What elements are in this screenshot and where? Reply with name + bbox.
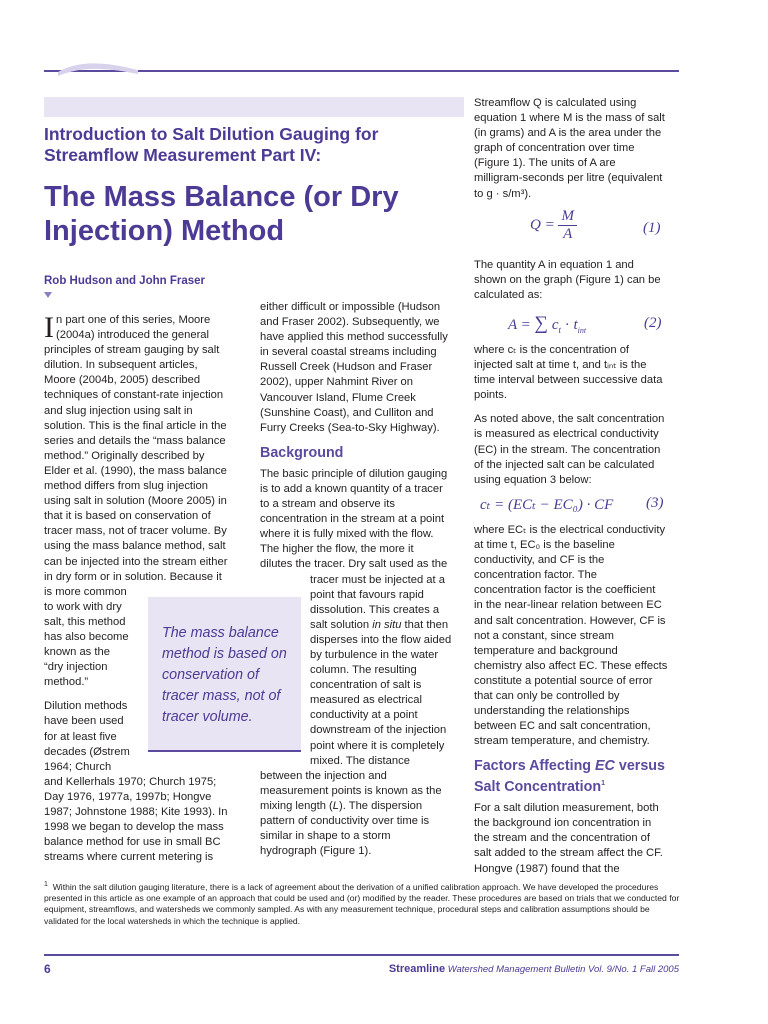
text-line: between the injection and (260, 769, 387, 782)
text-line: (Sunshine Coast), and Culliton and (260, 406, 434, 419)
text-line: 1998 we began to develop the mass (44, 821, 224, 834)
text-line: principles of stream gauging by salt (44, 344, 220, 357)
column-2 (260, 300, 465, 868)
text-line: calculated as: (474, 289, 543, 302)
eq1-lhs: Q = (530, 217, 555, 233)
text-line: 1964; Church (44, 760, 112, 773)
text-line: measured as electrical (310, 694, 422, 707)
heading-segment: Salt Concentration (474, 779, 602, 796)
quantity-paragraph (474, 258, 686, 303)
running-footer (389, 963, 679, 975)
text-line: temperature and background (474, 644, 618, 657)
publication-name: Streamline (388, 963, 446, 975)
text-line: understanding the relationships (474, 705, 630, 718)
eq1-numerator: M (558, 208, 577, 226)
text-line: injected salt at time t, and tᵢₙₜ is the (474, 359, 647, 372)
text-line: method.” Originally described by (44, 449, 205, 462)
text-line: Elder et al. (1990), the mass balance (44, 464, 227, 477)
text-line: time interval between successive data (474, 374, 663, 387)
eq2-subscript: int (577, 326, 587, 335)
text-line: constitute a potential source of error (474, 674, 653, 687)
quote-line: on conservation of (162, 646, 287, 683)
text-line: concentration of salt is (310, 679, 422, 692)
eq3-expression: cₜ = (ECₜ − EC₀) · CF (480, 497, 614, 513)
heading-segment: EC (595, 758, 615, 775)
text-line: chemistry also affect EC. These effects (474, 659, 668, 672)
text-segment: salt solution (310, 618, 370, 631)
title-line: (or Dry Injection) Method (44, 181, 399, 247)
text-line: that it is based on conservation of (44, 510, 211, 523)
equation-2 (508, 313, 690, 337)
text-line: point where it is completely (310, 739, 445, 752)
text-line: The basic principle of dilution gauging (260, 467, 448, 480)
drop-cap: I (44, 311, 54, 344)
text-line (310, 618, 465, 633)
text-segment: that then (404, 618, 449, 631)
text-line: dilution. In subsequent articles, (44, 359, 198, 372)
article-title (44, 180, 464, 248)
text-line: streams where current metering is (44, 851, 214, 864)
text-line: conductivity at a point (310, 709, 418, 722)
text-line: Hongve (1987) found that the (474, 862, 620, 875)
text-line: is measured as electrical conductivity (474, 428, 659, 441)
text-line: Russell Creek (Hudson and Fraser (260, 361, 433, 374)
text-line: The quantity A in equation 1 and (474, 259, 634, 271)
text-line: between EC and salt concentration, (474, 720, 651, 733)
title-line: The Mass Balance (44, 181, 296, 213)
title-band (44, 97, 464, 117)
text-segment: ). The dispersion (339, 799, 423, 812)
background-heading: Background (260, 444, 344, 461)
eq1-number: (1) (643, 220, 661, 236)
text-line: tracer must be injected at a (310, 573, 445, 586)
text-line: the background ion concentration in (474, 817, 652, 830)
text-line: (EC) in the stream. The concentration (474, 443, 661, 456)
text-line: equation 1 where M is the mass of salt (474, 112, 665, 125)
text-line: The higher the flow, the more it (260, 543, 414, 556)
series-kicker (44, 124, 464, 166)
text-line: salt added to the stream affect the CF. (474, 847, 663, 860)
eq2-term: t (573, 317, 578, 333)
quote-line: The mass balance (162, 625, 279, 641)
heading-segment: Factors Affecting (474, 758, 596, 775)
text-line: Streamflow Q is calculated using (474, 97, 637, 109)
text-line: that can only be controlled by (474, 690, 620, 703)
eq2-lhs: A = (508, 317, 531, 333)
eq1-denominator: A (563, 226, 573, 242)
triangle-marker-icon (44, 292, 52, 298)
eq1-fraction (558, 208, 577, 243)
text-line: graph of concentration over time (474, 142, 635, 155)
text-line: the stream and the concentration of (474, 832, 651, 845)
text-line: mixed. The distance (310, 754, 410, 767)
footnote-marker: 1 (44, 881, 48, 888)
eq2-subscript: t (558, 325, 561, 335)
factors-paragraph (474, 801, 686, 876)
eq3-number: (3) (646, 495, 664, 511)
text-line: balance method for use in small BC (44, 836, 221, 849)
text-segment: L (332, 799, 339, 812)
text-line: to g · s/m³). (474, 187, 532, 200)
text-line: “dry injection (44, 661, 108, 674)
text-line: using the mass balance method, salt (44, 540, 226, 553)
text-line: milligram-seconds per litre (equivalent (474, 172, 663, 185)
text-line: is to add a known quantity of a tracer (260, 482, 443, 495)
text-line: at time t, EC₀ is the baseline (474, 539, 615, 552)
authors: Rob Hudson and John Fraser (44, 275, 206, 287)
eq2-number: (2) (644, 315, 662, 331)
text-line: dilutes the tracer. Dry salt used as the (260, 558, 448, 571)
text-line: where cₜ is the concentration of (474, 344, 630, 356)
indented-block (260, 573, 465, 769)
text-line: shown on the graph (Figure 1) can be (474, 274, 661, 287)
text-line: method.” (44, 676, 89, 689)
text-line: column. The resulting (310, 664, 417, 677)
text-line: similar in shape to a storm (260, 830, 391, 843)
quote-line: method is based (162, 646, 267, 662)
eq2-dot: · (564, 317, 570, 333)
conductivity-paragraph (474, 412, 686, 487)
eq2-sum-sign: ∑ (534, 313, 549, 334)
text-line: concentration factor is the coefficient (474, 584, 656, 597)
text-line: in dry form or in solution. Because it (44, 570, 222, 583)
text-line: known as the (44, 646, 110, 659)
where-ct-paragraph (474, 343, 686, 403)
kicker-line: Introduction to Salt Dilution Gauging (44, 124, 351, 144)
footnote (44, 879, 686, 927)
text-line: concentration factor. The (474, 569, 597, 582)
text-line: Dilution methods (44, 700, 128, 713)
text-line: hydrograph (Figure 1). (260, 845, 372, 858)
text-line: solution. This is the final article in the (44, 419, 227, 432)
text-line: by turbulence in the water (310, 648, 439, 661)
text-line: decades (Østrem (44, 745, 130, 758)
heading-segment: versus (614, 758, 665, 775)
page-number: 6 (44, 962, 51, 976)
text-line: have been used (44, 715, 124, 728)
text-line: either difficult or impossible (Hudson (260, 301, 441, 313)
text-line (260, 799, 465, 814)
text-line: have applied this method successfully (260, 331, 448, 344)
text-line: For a salt dilution measurement, both (474, 802, 659, 815)
text-line: for at least five (44, 730, 117, 743)
text-line: n part one of this series, Moore (56, 314, 211, 326)
text-line: pattern of conductivity over time is (260, 815, 430, 827)
factors-heading (474, 758, 686, 796)
text-line: Day 1976, 1977a, 1997b; Hongve (44, 790, 212, 803)
text-line: 2002), upper Nahmint River on (260, 376, 413, 389)
text-line: downstream of the injection (310, 724, 447, 737)
quote-line: of tracer volume. (162, 688, 281, 725)
text-line: where it is fully mixed with the flow. (260, 528, 434, 541)
text-line: and slug injection using salt in (44, 404, 193, 417)
text-line: to work with dry (44, 600, 122, 613)
text-line: 1987; Johnstone 1988; Kite 1993). In (44, 806, 228, 818)
text-line: point that favours rapid (310, 588, 424, 601)
text-line: conductivity, and CF is the (474, 554, 605, 567)
background-paragraph (260, 467, 465, 859)
text-line: can be injected into the stream either (44, 555, 228, 568)
footnote-line (44, 882, 557, 892)
swoosh-ornament (58, 60, 138, 82)
column-3 (474, 96, 686, 211)
text-line: (2004a) introduced the general (56, 329, 210, 342)
text-line: in the near-linear relation between EC (474, 599, 662, 612)
footnote-line: measurement technique, procedural steps and calibration assumptions should be validated for the local watersheds in which the technique is (44, 904, 650, 926)
text-line: using equation 3 below: (474, 473, 592, 486)
text-line: has also become (44, 630, 129, 643)
footnote-line: applied. (269, 915, 301, 926)
column-3-part-3 (474, 343, 686, 497)
streamflow-paragraph (474, 96, 686, 202)
text-line: using salt in solution (Moore 2005) in (44, 495, 227, 508)
equation-1 (530, 208, 690, 252)
text-line: As noted above, the salt concentration (474, 413, 665, 426)
column-3-part-4 (474, 523, 686, 886)
text-line: and Kellerhals 1970; Church 1975; (44, 775, 217, 788)
text-line: Moore (2004b, 2005) described (44, 374, 201, 387)
applications-paragraph (260, 300, 465, 436)
text-line: tracer mass, not of tracer volume. By (44, 525, 227, 538)
text-segment: mixing length ( (260, 799, 333, 812)
column-1 (44, 313, 249, 874)
kicker-line: for Streamflow Measurement Part IV: (44, 124, 379, 165)
text-line: dissolution. This creates a (310, 603, 440, 616)
quote-line: tracer mass, not (162, 688, 265, 704)
text-line: concentration in the stream at a point (260, 513, 445, 526)
text-line: points. (474, 389, 507, 402)
text-line: Vancouver Island, Flume Creek (260, 391, 416, 404)
text-line: to a stream and observe its (260, 498, 395, 511)
text-segment: in situ (372, 618, 402, 631)
footnote-line: procedures are based on trials that we conducted for equipment, streamflows, and watersheds we commonly sampled. As with any (44, 893, 680, 915)
text-line: techniques of constant-rate injection (44, 389, 224, 402)
text-line: Furry Creeks (Sea-to-Sky Highway). (260, 421, 440, 434)
text-line: is more common (44, 585, 127, 598)
top-rule (44, 70, 679, 72)
bottom-rule (44, 954, 679, 956)
column-3-part-2 (474, 258, 686, 312)
where-ec-paragraph (474, 523, 686, 749)
text-line: where ECₜ is the electrical conductivity (474, 524, 666, 536)
text-segment: Within the salt dilution gauging literature, there is a lack of agreement about the derivation of a unified calibration approach. We have (52, 881, 557, 892)
text-line: salt, this method (44, 615, 126, 628)
text-line: and salt concentration. However, CF is (474, 614, 666, 627)
text-line: in several coastal streams including (260, 346, 437, 359)
issue-info: Watershed Management Bulletin Vol. 9/No. 1 Fall 2005 (445, 964, 679, 975)
text-line: disperses into the flow aided (310, 633, 452, 646)
equation-3 (480, 495, 690, 517)
text-line: measurement points is known as the (260, 784, 442, 797)
text-line: series and details the “mass balance (44, 434, 226, 447)
text-line: (Figure 1). The units of A are (474, 157, 616, 170)
text-line: method differs from slug injection (44, 480, 208, 493)
text-line: not a constant, since stream (474, 629, 614, 642)
footnote-line: developed the procedures presented in this article as one example of an approach that could be used and (or) modified by the reader. These (44, 881, 659, 904)
footnote-ref: 1 (601, 780, 606, 788)
text-line: stream temperature, and chemistry. (474, 735, 650, 748)
text-line: and Fraser 2002). Subsequently, we (260, 316, 440, 329)
text-line: (in grams) and A is the area under the (474, 127, 662, 140)
text-line: of the injected salt can be calculated (474, 458, 655, 471)
eq2-term: c (551, 317, 559, 333)
